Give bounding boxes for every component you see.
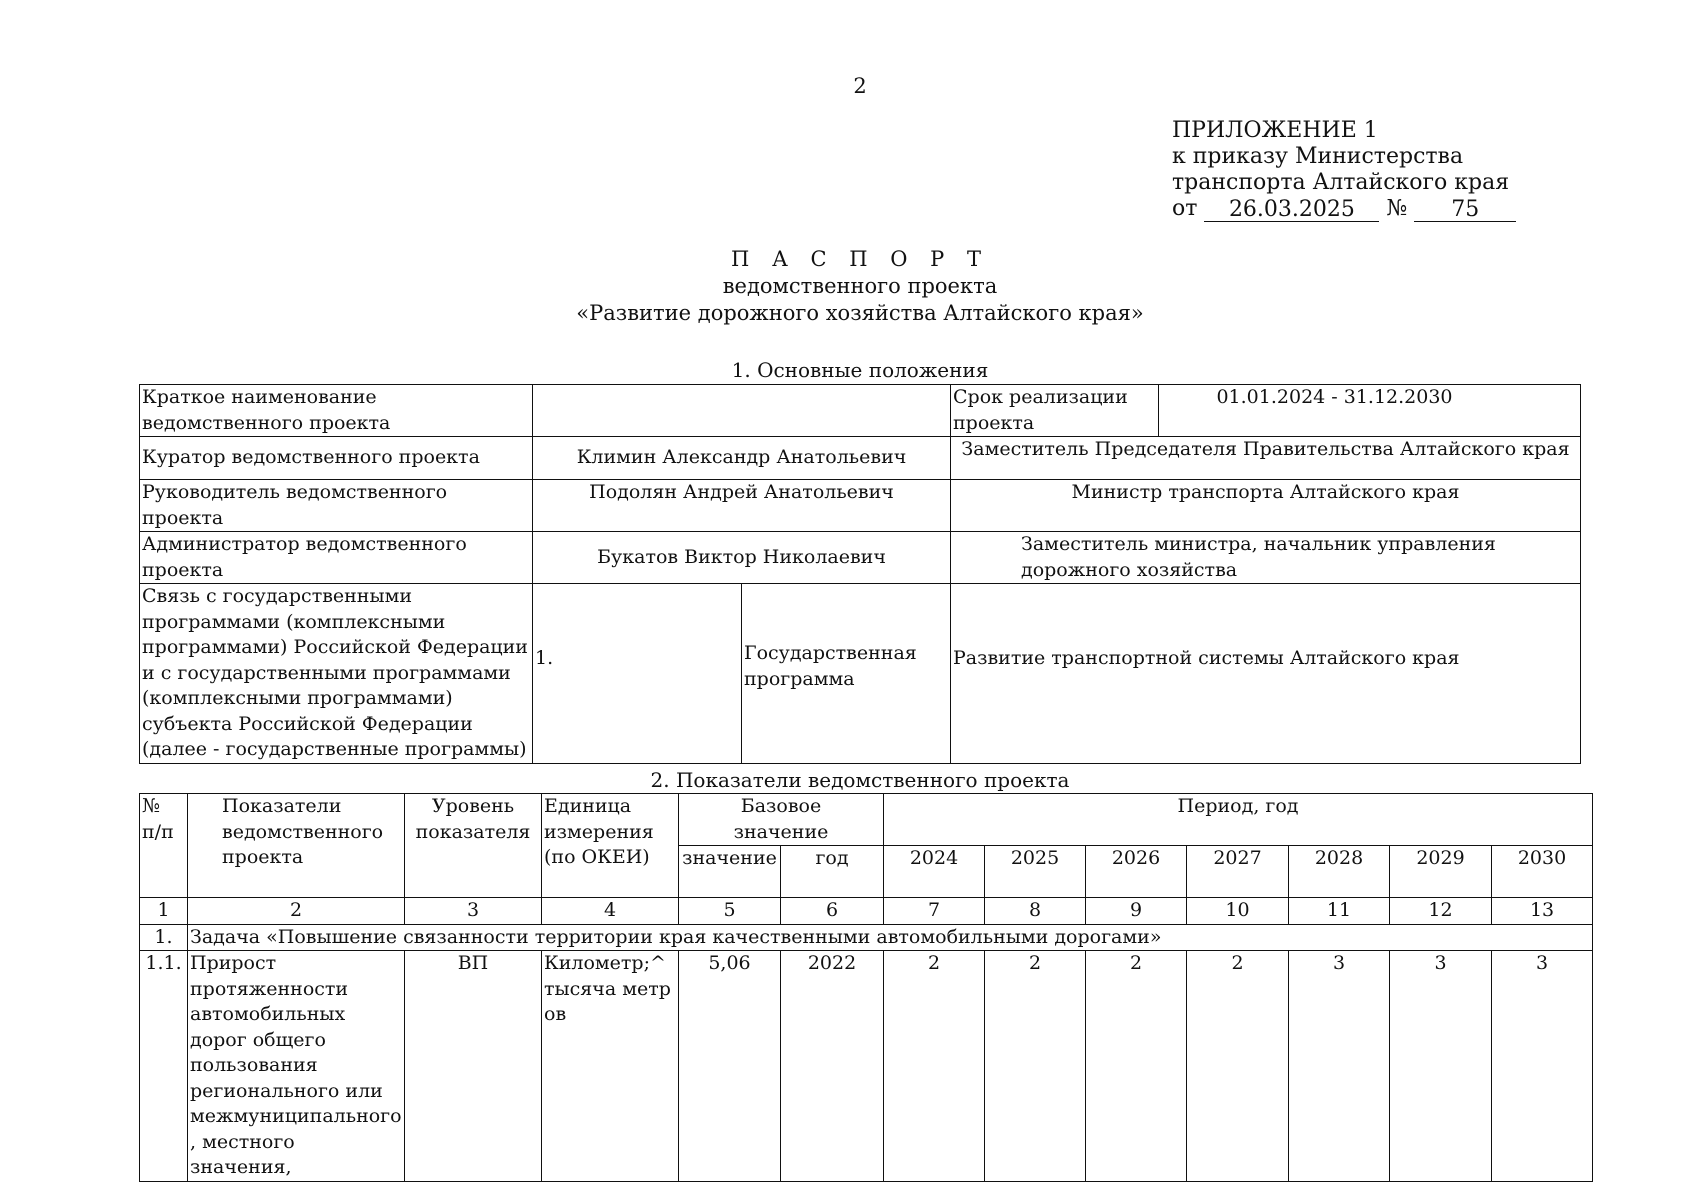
appendix-line-2: транспорта Алтайского края bbox=[1172, 170, 1510, 195]
appendix-date-line bbox=[1172, 196, 1516, 222]
section2-title: 2. Показатели ведомственного проекта bbox=[650, 768, 1070, 792]
date-prefix: от bbox=[1172, 196, 1198, 221]
column-number: 12 bbox=[1390, 898, 1492, 925]
short-name-label: Краткое наименование ведомственного проекта bbox=[140, 385, 533, 437]
task-num: 1. bbox=[140, 924, 188, 951]
header-base: Базовое значение bbox=[679, 794, 884, 846]
row-value-2028: 3 bbox=[1289, 951, 1390, 1182]
row-num: 1.1. bbox=[140, 951, 188, 1182]
program-link-type: Государственная программа bbox=[742, 584, 951, 764]
appendix-line-1: к приказу Министерства bbox=[1172, 144, 1464, 169]
column-number: 3 bbox=[405, 898, 542, 925]
curator-name: Климин Александр Анатольевич bbox=[533, 437, 951, 480]
header-unit: Единица измерения (по ОКЕИ) bbox=[542, 794, 679, 898]
header-level: Уровень показателя bbox=[405, 794, 542, 898]
column-number: 2 bbox=[188, 898, 405, 925]
column-number: 6 bbox=[781, 898, 884, 925]
column-number: 1 bbox=[140, 898, 188, 925]
column-number: 13 bbox=[1492, 898, 1593, 925]
column-number: 9 bbox=[1086, 898, 1187, 925]
row-value-2029: 3 bbox=[1390, 951, 1492, 1182]
passport-title: П А С П О Р Т bbox=[730, 247, 989, 271]
curator-label: Куратор ведомственного проекта bbox=[140, 437, 533, 480]
row-base-year: 2022 bbox=[781, 951, 884, 1182]
column-number: 7 bbox=[884, 898, 985, 925]
program-link-number: 1. bbox=[533, 584, 742, 764]
project-name: «Развитие дорожного хозяйства Алтайского края» bbox=[576, 301, 1144, 325]
column-number: 11 bbox=[1289, 898, 1390, 925]
row-value-2030: 3 bbox=[1492, 951, 1593, 1182]
row-unit: Километр;^тысяча метров bbox=[542, 951, 679, 1182]
header-year-2029: 2029 bbox=[1390, 846, 1492, 898]
order-date: 26.03.2025 bbox=[1204, 197, 1379, 222]
header-indicator: Показатели ведомственного проекта bbox=[188, 794, 405, 898]
row-base-value: 5,06 bbox=[679, 951, 781, 1182]
section1-title: 1. Основные положения bbox=[731, 358, 989, 382]
appendix-block bbox=[1172, 118, 1516, 222]
number-sign: № bbox=[1386, 196, 1408, 221]
indicators-table bbox=[139, 793, 1593, 1182]
head-position: Министр транспорта Алтайского края bbox=[951, 480, 1581, 532]
header-year-2030: 2030 bbox=[1492, 846, 1593, 898]
passport-subtitle: ведомственного проекта bbox=[722, 274, 998, 298]
main-provisions-table bbox=[139, 384, 1581, 764]
short-name-value bbox=[533, 385, 951, 437]
column-number: 4 bbox=[542, 898, 679, 925]
task-text: Задача «Повышение связанности территории края качественными автомобильными дорогами» bbox=[188, 924, 1593, 951]
header-period: Период, год bbox=[884, 794, 1593, 846]
page-number: 2 bbox=[853, 74, 867, 98]
row-value-2025: 2 bbox=[985, 951, 1086, 1182]
header-year-2025: 2025 bbox=[985, 846, 1086, 898]
passport-title-block bbox=[0, 246, 1697, 327]
admin-position: Заместитель министра, начальник управления дорожного хозяйства bbox=[951, 532, 1581, 584]
row-value-2024: 2 bbox=[884, 951, 985, 1182]
header-year-2027: 2027 bbox=[1187, 846, 1289, 898]
row-value-2026: 2 bbox=[1086, 951, 1187, 1182]
program-link-value: Развитие транспортной системы Алтайского края bbox=[951, 584, 1581, 764]
program-link-label: Связь с государственными программами (комплексными программами) Российской Федерации и с государственными программами (комплексными программами) субъекта Российской Федерации (далее - государственные программы) bbox=[140, 584, 533, 764]
admin-name: Букатов Виктор Николаевич bbox=[533, 532, 951, 584]
admin-label: Администратор ведомственного проекта bbox=[140, 532, 533, 584]
header-base-value: значение bbox=[679, 846, 781, 898]
column-number: 5 bbox=[679, 898, 781, 925]
head-label: Руководитель ведомственного проекта bbox=[140, 480, 533, 532]
header-base-year: год bbox=[781, 846, 884, 898]
order-number: 75 bbox=[1414, 197, 1516, 222]
row-level: ВП bbox=[405, 951, 542, 1182]
term-label: Срок реализации проекта bbox=[951, 385, 1159, 437]
head-name: Подолян Андрей Анатольевич bbox=[533, 480, 951, 532]
term-value: 01.01.2024 - 31.12.2030 bbox=[1159, 385, 1581, 437]
header-year-2026: 2026 bbox=[1086, 846, 1187, 898]
column-number: 8 bbox=[985, 898, 1086, 925]
header-year-2024: 2024 bbox=[884, 846, 985, 898]
curator-position: Заместитель Председателя Правительства Алтайского края bbox=[951, 437, 1581, 480]
header-year-2028: 2028 bbox=[1289, 846, 1390, 898]
appendix-title: ПРИЛОЖЕНИЕ 1 bbox=[1172, 118, 1378, 143]
column-number: 10 bbox=[1187, 898, 1289, 925]
row-indicator: Прирост протяженности автомобильных дорог общего пользования регионального или межмуниципального, местного значения, bbox=[188, 951, 405, 1182]
row-value-2027: 2 bbox=[1187, 951, 1289, 1182]
header-num: № п/п bbox=[140, 794, 188, 898]
